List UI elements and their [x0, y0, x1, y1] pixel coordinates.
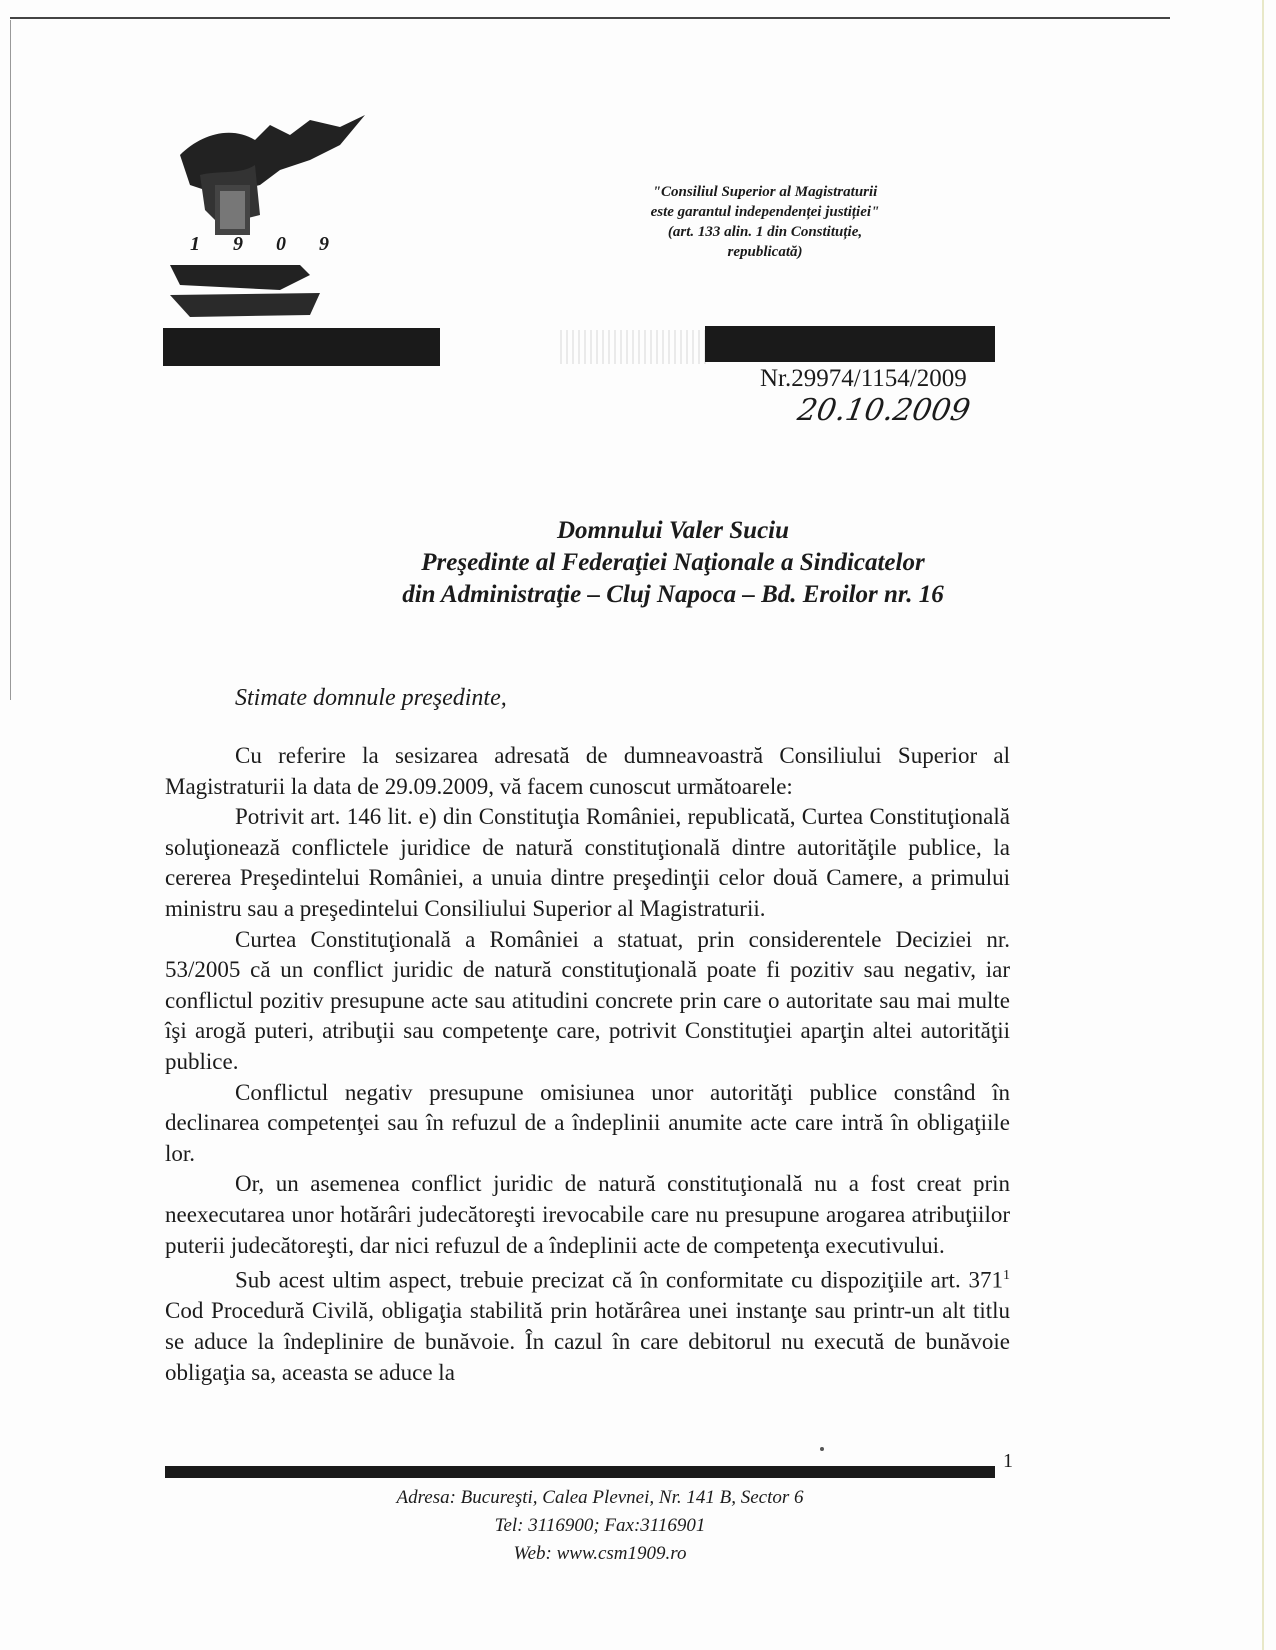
text-span: Sub acest ultim aspect, trebuie precizat că în conformitate cu dispoziţiile art. 371 — [235, 1267, 1003, 1293]
body-paragraph: Conflictul negativ presupune omisiunea unor autorităţi publice constând în declinarea competenţei sau în refuzul de a îndeplinii anumite acte care intră în obligaţiile lor. — [165, 1079, 1010, 1166]
scan-speckle — [560, 330, 710, 364]
body-paragraph-last — [165, 1261, 1010, 1388]
footer-contact — [300, 1484, 900, 1568]
motto-line: republicată) — [727, 244, 803, 260]
body-paragraph: Cu referire la sesizarea adresată de dumneavoastră Consiliului Superior al Magistraturii la data de 29.09.2009, vă facem cunoscut următoarele: — [165, 743, 1010, 799]
superscript: 1 — [1003, 1268, 1010, 1284]
page-number: 1 — [1003, 1450, 1013, 1472]
recipient-line: din Administraţie – Cluj Napoca – Bd. Eroilor nr. 16 — [402, 581, 944, 608]
logo-name-line2 — [170, 293, 350, 315]
handwritten-date: 20.10.2009 — [794, 393, 973, 428]
redaction-bar — [705, 326, 995, 362]
recipient-block — [0, 515, 1276, 611]
footer-web: Web: www.csm1909.ro — [513, 1543, 687, 1564]
text-span: Cod Procedură Civilă, obligaţia stabilită prin hotărârea unei instanţe sau printr-un alt titlu se aduce la îndeplinire de bunăvoie. În cazul în care debitorul nu execută de bunăvoie obligaţia sa, aceasta se aduce la — [165, 1298, 1010, 1385]
scan-dot — [820, 1447, 824, 1451]
logo-year: 1 9 0 9 — [190, 233, 343, 255]
top-border-line — [10, 17, 1170, 19]
body-paragraph: Or, un asemenea conflict juridic de natură constituţională nu a fost creat prin neexecutarea unor hotărâri judecătoreşti irevocabile care nu presupune arogarea atribuţiilor puterii judecătoreşti, dar nici refuzul de a îndeplinii acte de competenţa executivului. — [165, 1171, 1010, 1258]
scan-edge — [1262, 0, 1264, 1650]
recipient-line: Domnului Valer Suciu — [556, 517, 790, 544]
footer-bar — [165, 1466, 995, 1478]
body-paragraph: Curtea Constituţională a României a statuat, prin considerentele Deciziei nr. 53/2005 că un conflict juridic de natură constituţională poate fi pozitiv sau negativ, iar conflictul pozitiv presupune acte sau atitudini concrete prin care o autoritate sau mai multe îşi arogă puteri, atribuţii sau competenţe care, potrivit Constituţiei aparţin altei autorităţii publice. — [165, 926, 1010, 1074]
redaction-bar — [163, 328, 440, 366]
recipient-line: Preşedinte al Federaţiei Naţionale a Sindicatelor — [421, 549, 925, 576]
logo-name-line1 — [160, 263, 340, 285]
motto — [600, 182, 930, 262]
body-paragraph: Potrivit art. 146 lit. e) din Constituţia României, republicată, Curtea Constituţională soluţionează conflictele juridice de natură constituţională dintre autorităţile publice, la cererea Preşedintelui României, a unuia dintre preşedinţii celor două Camere, a primului ministru sau a preşedintelui Consiliului Superior al Magistraturii. — [165, 804, 1010, 921]
footer-phone: Tel: 3116900; Fax:3116901 — [494, 1515, 706, 1536]
letter-body — [165, 741, 1010, 1388]
salutation: Stimate domnule preşedinte, — [235, 685, 507, 711]
motto-line: "Consiliul Superior al Magistraturii — [652, 184, 878, 200]
footer-address: Adresa: Bucureşti, Calea Plevnei, Nr. 141 B, Sector 6 — [396, 1487, 804, 1508]
motto-line: (art. 133 alin. 1 din Constituție, — [667, 224, 863, 240]
registration-number: Nr.29974/1154/2009 — [760, 365, 967, 392]
motto-line: este garantul independenței justiției" — [650, 204, 880, 220]
